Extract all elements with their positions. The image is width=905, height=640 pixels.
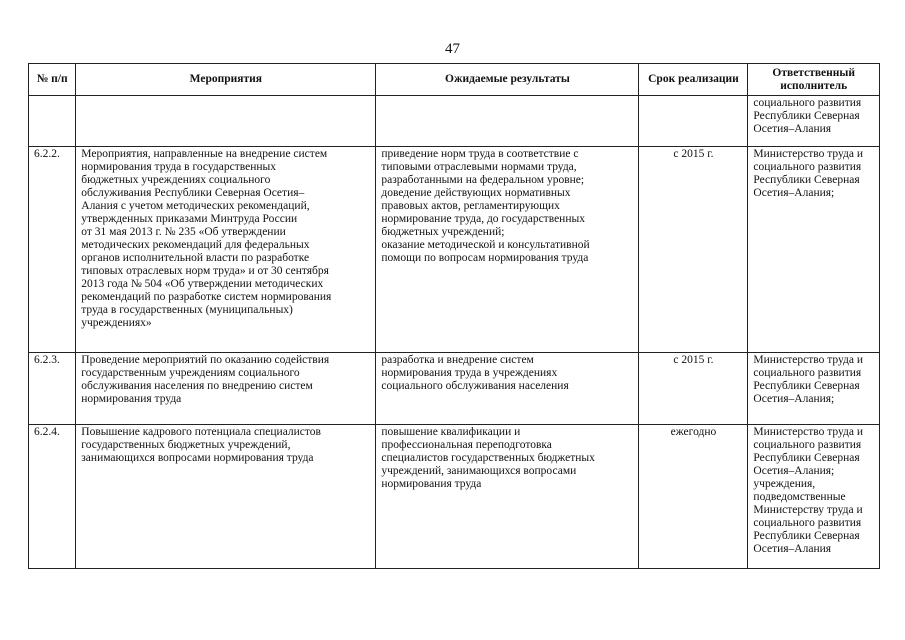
- header-responsible: Ответственный исполнитель: [748, 64, 880, 96]
- cell-term: с 2015 г.: [639, 353, 748, 425]
- cell-term: ежегодно: [639, 425, 748, 569]
- table-row-continuation: [29, 96, 880, 147]
- header-term: Срок реализации: [639, 64, 748, 96]
- cell-responsible: Министерство труда и социального развития Республики Северная Осетия–Алания;: [748, 147, 880, 353]
- table-row: [29, 353, 880, 425]
- cell-activity: Повышение кадрового потенциала специалистов государственных бюджетных учреждений, занимающихся вопросами нормирования труда: [76, 425, 376, 569]
- header-activity: Мероприятия: [76, 64, 376, 96]
- cell-activity: Проведение мероприятий по оказанию содействия государственным учреждениям социального обслуживания населения по внедрению систем нормирования труда: [76, 353, 376, 425]
- measures-table: [28, 63, 880, 569]
- cell-num: [29, 96, 76, 147]
- table-row: [29, 425, 880, 569]
- cell-num: 6.2.4.: [29, 425, 76, 569]
- page-number: 47: [445, 41, 460, 57]
- cell-responsible: Министерство труда и социального развития Республики Северная Осетия–Алания; учреждения, подведомственные Министерству труда и социального развития Республики Северная Осетия–Алания: [748, 425, 880, 569]
- header-results: Ожидаемые результаты: [376, 64, 639, 96]
- cell-term: [639, 96, 748, 147]
- cell-activity: [76, 96, 376, 147]
- cell-term: с 2015 г.: [639, 147, 748, 353]
- cell-results: повышение квалификации и профессиональная переподготовка специалистов государственных бюджетных учреждений, занимающихся вопросами нормирования труда: [376, 425, 639, 569]
- header-num: № п/п: [29, 64, 76, 96]
- cell-results: приведение норм труда в соответствие с типовыми отраслевыми нормами труда, разработанными на федеральном уровне; доведение действующих нормативных правовых актов, регламентирующих нормирование труда, до государственных бюджетных учреждений; оказание методической и консультативной помощи по вопросам нормирования труда: [376, 147, 639, 353]
- cell-responsible: социального развития Республики Северная Осетия–Алания: [748, 96, 880, 147]
- cell-results: разработка и внедрение систем нормирования труда в учреждениях социального обслуживания населения: [376, 353, 639, 425]
- cell-results: [376, 96, 639, 147]
- table-header-row: [29, 64, 880, 96]
- cell-activity: Мероприятия, направленные на внедрение систем нормирования труда в государственных бюджетных учреждениях социального обслуживания Республики Северная Осетия– Алания с учетом методических рекомендаций, утвержденных приказами Минтруда России от 31 мая 2013 г. № 235 «Об утверждении методических рекомендаций для федеральных органов исполнительной власти по разработке типовых отраслевых норм труда» и от 30 сентября 2013 года № 504 «Об утверждении методических рекомендаций по разработке систем нормирования труда в государственных (муниципальных) учреждениях»: [76, 147, 376, 353]
- table-row: [29, 147, 880, 353]
- cell-num: 6.2.2.: [29, 147, 76, 353]
- cell-responsible: Министерство труда и социального развития Республики Северная Осетия–Алания;: [748, 353, 880, 425]
- cell-num: 6.2.3.: [29, 353, 76, 425]
